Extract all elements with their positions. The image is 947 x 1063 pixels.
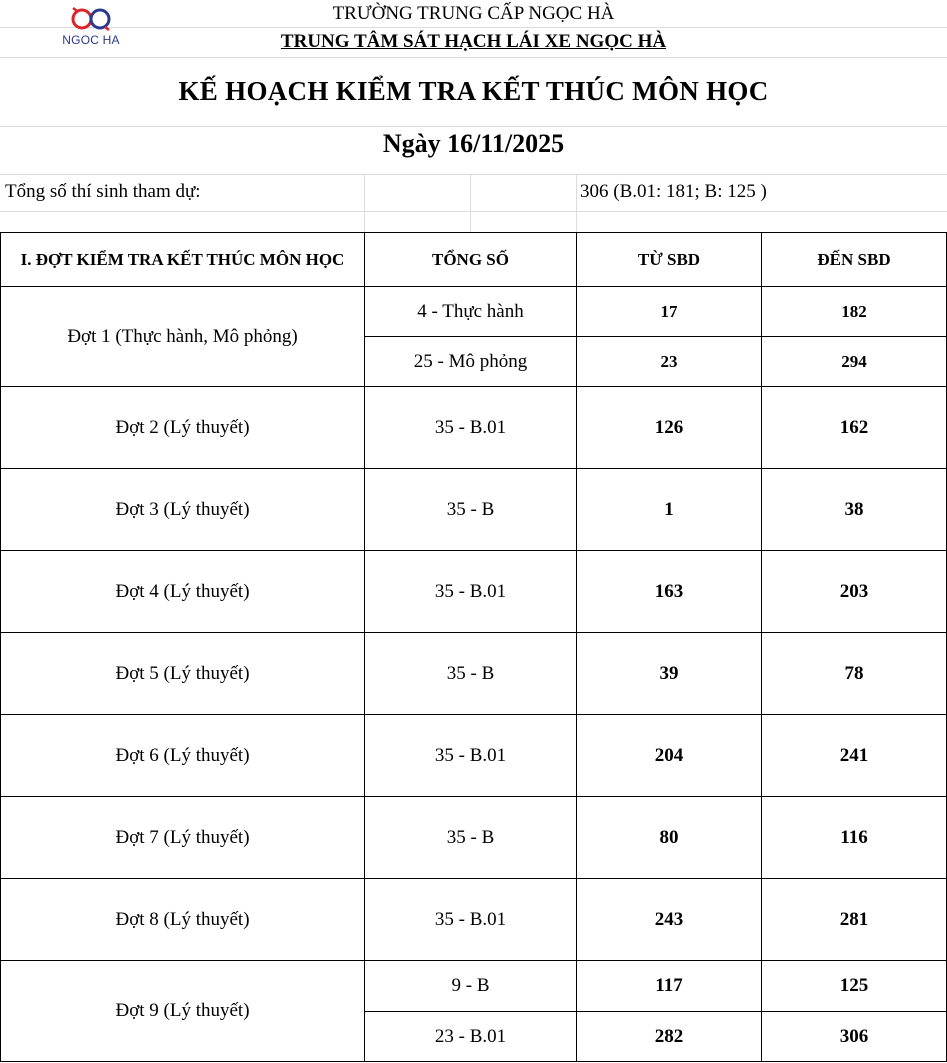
total-candidates-value: 306 (B.01: 181; B: 125 ) bbox=[580, 181, 767, 202]
to-sbd-cell: 294 bbox=[762, 337, 947, 387]
from-sbd-cell: 126 bbox=[577, 387, 762, 469]
total-cell: 35 - B.01 bbox=[365, 387, 577, 469]
table-row bbox=[1, 469, 947, 551]
header-from-sbd: TỪ SBD bbox=[577, 233, 762, 287]
to-sbd-cell: 38 bbox=[762, 469, 947, 551]
batch-cell: Đợt 3 (Lý thuyết) bbox=[1, 469, 365, 551]
batch-cell: Đợt 2 (Lý thuyết) bbox=[1, 387, 365, 469]
total-cell: 35 - B.01 bbox=[365, 551, 577, 633]
from-sbd-cell: 1 bbox=[577, 469, 762, 551]
table-row bbox=[1, 961, 947, 1012]
from-sbd-cell: 163 bbox=[577, 551, 762, 633]
batch-cell: Đợt 7 (Lý thuyết) bbox=[1, 797, 365, 879]
from-sbd-cell: 39 bbox=[577, 633, 762, 715]
table-row bbox=[1, 879, 947, 961]
total-cell: 35 - B bbox=[365, 469, 577, 551]
to-sbd-cell: 203 bbox=[762, 551, 947, 633]
total-cell: 35 - B bbox=[365, 797, 577, 879]
header-batch: I. ĐỢT KIỂM TRA KẾT THÚC MÔN HỌC bbox=[1, 233, 365, 287]
from-sbd-cell: 17 bbox=[577, 287, 762, 337]
to-sbd-cell: 241 bbox=[762, 715, 947, 797]
total-cell: 35 - B bbox=[365, 633, 577, 715]
exam-plan-table bbox=[0, 232, 947, 1062]
to-sbd-cell: 182 bbox=[762, 287, 947, 337]
total-cell: 25 - Mô phỏng bbox=[365, 337, 577, 387]
from-sbd-cell: 80 bbox=[577, 797, 762, 879]
to-sbd-cell: 306 bbox=[762, 1012, 947, 1062]
from-sbd-cell: 282 bbox=[577, 1012, 762, 1062]
batch-cell: Đợt 5 (Lý thuyết) bbox=[1, 633, 365, 715]
total-candidates-label: Tổng số thí sinh tham dự: bbox=[5, 181, 201, 202]
total-cell: 9 - B bbox=[365, 961, 577, 1012]
logo-text: NGOC HA bbox=[62, 33, 120, 47]
header-to-sbd: ĐẾN SBD bbox=[762, 233, 947, 287]
batch-cell: Đợt 8 (Lý thuyết) bbox=[1, 879, 365, 961]
to-sbd-cell: 281 bbox=[762, 879, 947, 961]
table-row bbox=[1, 633, 947, 715]
center-name: TRUNG TÂM SÁT HẠCH LÁI XE NGỌC HÀ bbox=[280, 31, 667, 52]
to-sbd-cell: 162 bbox=[762, 387, 947, 469]
table-row bbox=[1, 715, 947, 797]
from-sbd-cell: 204 bbox=[577, 715, 762, 797]
page-title: KẾ HOẠCH KIỂM TRA KẾT THÚC MÔN HỌC bbox=[178, 76, 769, 106]
batch-cell: Đợt 6 (Lý thuyết) bbox=[1, 715, 365, 797]
school-name: TRƯỜNG TRUNG CẤP NGỌC HÀ bbox=[332, 3, 615, 24]
table-row bbox=[1, 387, 947, 469]
batch-cell: Đợt 9 (Lý thuyết) bbox=[1, 961, 365, 1062]
to-sbd-cell: 116 bbox=[762, 797, 947, 879]
batch-cell: Đợt 1 (Thực hành, Mô phỏng) bbox=[1, 287, 365, 387]
table-row bbox=[1, 287, 947, 337]
table-row bbox=[1, 551, 947, 633]
to-sbd-cell: 78 bbox=[762, 633, 947, 715]
batch-cell: Đợt 4 (Lý thuyết) bbox=[1, 551, 365, 633]
total-cell: 35 - B.01 bbox=[365, 879, 577, 961]
total-cell: 23 - B.01 bbox=[365, 1012, 577, 1062]
from-sbd-cell: 23 bbox=[577, 337, 762, 387]
header-total: TỔNG SỐ bbox=[365, 233, 577, 287]
exam-date: Ngày 16/11/2025 bbox=[382, 129, 565, 158]
total-cell: 35 - B.01 bbox=[365, 715, 577, 797]
from-sbd-cell: 243 bbox=[577, 879, 762, 961]
table-row bbox=[1, 797, 947, 879]
from-sbd-cell: 117 bbox=[577, 961, 762, 1012]
table-header-row bbox=[1, 233, 947, 287]
to-sbd-cell: 125 bbox=[762, 961, 947, 1012]
total-cell: 4 - Thực hành bbox=[365, 287, 577, 337]
